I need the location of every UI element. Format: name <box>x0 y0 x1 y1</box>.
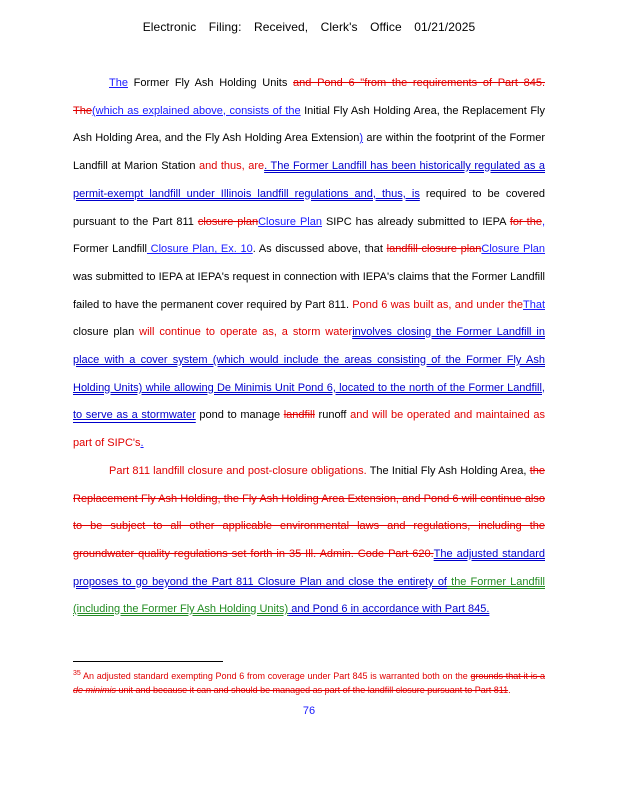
inserted-text: and Pond 6 in accordance with Part 845. <box>288 603 490 616</box>
red-text: Part 811 landfill closure and post-closure obligations. <box>109 464 367 477</box>
inserted-text: ) <box>359 132 364 145</box>
moved-text: the Former Landfill (including the Former Fly Ash Holding Units) <box>73 575 545 616</box>
deleted-text: The <box>73 104 92 117</box>
deleted-text: landfill <box>283 409 315 422</box>
deleted-text: landfill closure plan <box>386 243 482 256</box>
body-text: Former Landfill <box>73 243 147 256</box>
inserted-text: . <box>140 437 144 450</box>
paragraph-2 <box>73 458 545 624</box>
body-text: runoff <box>314 409 351 422</box>
footnote-separator <box>73 661 223 662</box>
inserted-text: Closure Plan <box>258 215 322 228</box>
body-text: Former Fly Ash Holding Units <box>127 77 294 89</box>
body-text: . As discussed above, that <box>252 243 387 256</box>
red-text: will continue to operate as, a storm water <box>139 326 353 339</box>
inserted-text: That <box>522 298 545 311</box>
electronic-filing-header: Electronic Filing: Received, Clerk's Office 01/21/2025 <box>142 20 476 34</box>
inserted-text: Closure Plan, Ex. 10 <box>146 243 253 256</box>
deleted-text: grounds that it is a <box>470 671 545 681</box>
inserted-text: involves closing the Former Landfill in place with a cover system (which would include the areas consisting of the Former Fly Ash Holding Units) while allowing De Minimis Unit Pond 6, located to the north of the Former Landfill, to serve as a stormwater <box>73 326 545 422</box>
inserted-text: (which as explained above, consists of the <box>91 104 301 117</box>
body-text: pond to manage <box>195 409 284 422</box>
deleted-text: and Pond 6 "from the requirements of Part 845. <box>293 77 545 89</box>
footnote <box>73 667 545 697</box>
red-text: and thus, are <box>198 160 265 173</box>
body-text: required to be covered pursuant to the Part 811 <box>73 187 545 228</box>
inserted-text: Closure Plan <box>481 243 546 256</box>
body-text: was submitted to IEPA at IEPA's request in connection with IEPA's claims that the Former Landfill failed to have the permanent cover required by Part 811. <box>73 270 545 311</box>
red-text: . <box>508 685 511 695</box>
body-text: closure plan <box>73 326 140 339</box>
red-text: and will be operated and maintained as part of SIPC's <box>73 409 545 450</box>
deleted-text: the Replacement Fly Ash Holding, the Fly Ash Holding Area Extension, and Pond 6 will continue also to be subject to all other applicable environmental laws and regulations, including the groundwater quality regulations set forth in 35 Ill. Admin. Code Part 620. <box>73 464 545 560</box>
body-text: The Initial Fly Ash Holding Area, <box>366 464 530 477</box>
red-text: Pond 6 was built as, and under the <box>352 298 523 311</box>
deleted-text: for the <box>509 215 542 228</box>
inserted-text: The <box>109 77 128 89</box>
deleted-text: unit and because it can and should be managed as part of the landfill closure pursuant to Part 811 <box>116 685 509 695</box>
page-number: 76 <box>302 705 316 717</box>
body-text: SIPC has already submitted to IEPA <box>322 215 510 228</box>
inserted-text: The adjusted standard proposes to go beyond the Part 811 Closure Plan and close the entirety of <box>73 547 545 588</box>
red-text: An adjusted standard exempting Pond 6 from coverage under Part 845 is warranted both on the <box>80 671 471 681</box>
inserted-text: , <box>541 215 545 228</box>
paragraph-1 <box>73 70 545 458</box>
body-text: Initial Fly Ash Holding Area, the Replacement Fly Ash Holding Area, and the Fly Ash Holding Area Extension <box>73 104 545 145</box>
footnote-number: 35 <box>73 670 81 677</box>
deleted-text: de minimis <box>73 685 117 695</box>
document-body <box>73 70 545 624</box>
body-text: are within the footprint of the Former Landfill at Marion Station <box>73 132 545 173</box>
inserted-text: . The Former Landfill has been historically regulated as a permit-exempt landfill under Illinois landfill regulations and, thus, is <box>73 160 546 200</box>
deleted-text: closure plan <box>197 215 259 228</box>
